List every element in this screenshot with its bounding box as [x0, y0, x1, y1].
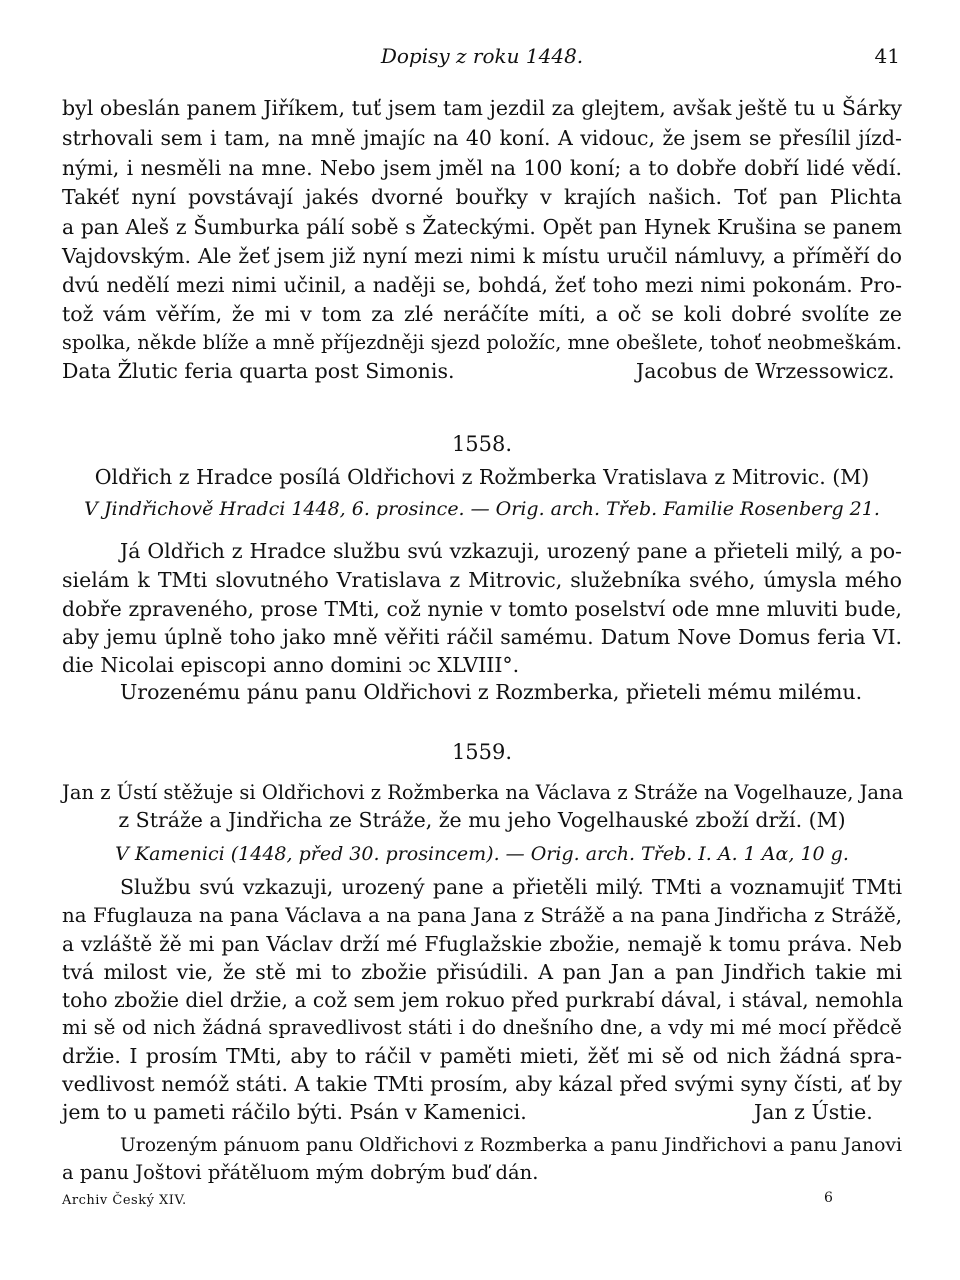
- text-line: na Ffuglauza na pana Václava a na pana Jana z Strážě a na pana Jindřicha z Strážě,: [62, 904, 902, 927]
- text-line: držie. I prosím TMti, aby to ráčil v paměti mieti, žěť mi sě od nich žádná spra-: [62, 1044, 902, 1068]
- text-line: tvá milost vie, že stě mi to zbožie přisúdili. A pan Jan a pan Jindřich takie mi: [62, 960, 902, 984]
- text-line: tož vám věřím, že mi v tom za zlé neráčíte míti, a oč se koli dobré svolíte ze: [62, 302, 902, 326]
- running-title: Dopisy z roku 1448.: [380, 44, 584, 68]
- document-source: V Jindřichově Hradci 1448, 6. prosince. — Orig. arch. Třeb. Familie Rosenberg 21.: [84, 498, 880, 520]
- closing-line: jem to u pameti ráčilo býti. Psán v Kamenici.: [62, 1100, 527, 1124]
- text-line: sielám k TMti slovutného Vratislava z Mitrovic, služebníka svého, úmysla mého: [62, 568, 902, 592]
- text-line: spolka, někde blíže a mně příjezdněji sjezd položíc, mne obešlete, tohoť neobmeškám.: [62, 331, 902, 354]
- text-line: byl obeslán panem Jiříkem, tuť jsem tam jezdil za glejtem, avšak ještě tu u Šárky: [62, 96, 902, 120]
- text-line: mi sě od nich žádná spravedlivost státi i do dnešního dne, a vdy mi mé mocí přědcě: [62, 1016, 902, 1039]
- address-line: Urozenému pánu panu Oldřichovi z Rozmberka, přieteli mému milému.: [120, 680, 863, 704]
- document-heading: Jan z Ústí stěžuje si Oldřichovi z Rožmberka na Václava z Stráže na Vogelhauze, Jana: [62, 781, 904, 804]
- document-heading: Oldřich z Hradce posílá Oldřichovi z Rožmberka Vratislava z Mitrovic. (M): [94, 465, 870, 489]
- sheet-number: 6: [824, 1190, 833, 1206]
- document-number: 1558.: [451, 432, 513, 456]
- address-line: a panu Joštovi přátěluom mým dobrým buď dán.: [62, 1161, 539, 1184]
- text-line: toho zbožie diel držie, a což sem jem rokuo před purkrabí dával, i stával, nemohla: [62, 988, 904, 1012]
- text-line: Takéť nyní povstávají jakés dvorné bouřky v krajích našich. Toť pan Plichta: [62, 185, 902, 209]
- document-number: 1559.: [451, 740, 513, 764]
- signature: Jacobus de Wrzessowicz.: [636, 359, 895, 383]
- text-line: nými, i nesměli na mne. Nebo jsem jměl na 100 koní; a to dobře dobří lidé vědí.: [62, 156, 902, 180]
- text-line: die Nicolai episcopi anno domini ↄc XLVIII°.: [62, 653, 520, 677]
- page-number: 41: [874, 44, 900, 68]
- text-line: vedlivost nemóž státi. A takie TMti prosím, aby kázal před svými syny čísti, ať by: [62, 1072, 902, 1096]
- document-heading: z Stráže a Jindřicha ze Stráže, že mu jeho Vogelhauské zboží drží. (M): [118, 808, 846, 832]
- text-line: a pan Aleš z Šumburka pálí sobě s Žateckými. Opět pan Hynek Krušina se panem: [62, 215, 902, 239]
- running-head: [62, 44, 902, 74]
- text-line: strhovali sem i tam, na mně jmajíc na 40 koní. A vidouc, že jsem se přesílil jízd-: [62, 126, 902, 150]
- signature: Jan z Ústie.: [754, 1100, 873, 1124]
- text-line: Službu svú vzkazuji, urozený pane a přietěli milý. TMti a voznamujiť TMti: [120, 875, 902, 899]
- text-line: Já Oldřich z Hradce službu svú vzkazuji, urozený pane a přieteli milý, a po-: [120, 539, 902, 563]
- signature-mark: Archiv Český XIV.: [62, 1193, 187, 1208]
- text-line: a vzláště žě mi pan Václav drží mé Ffuglažskie zbožie, nemajě k tomu práva. Neb: [62, 932, 902, 956]
- document-source: V Kamenici (1448, před 30. prosincem). — Orig. arch. Třeb. I. A. 1 Aα, 10 g.: [115, 843, 849, 865]
- text-line: dobře zpraveného, prose TMti, což nynie v tomto poselství ode mne mluviti bude,: [62, 597, 902, 621]
- text-line: dvú nedělí mezi nimi učinil, a naději se, bohdá, žeť toho mezi nimi pokonám. Pro-: [62, 273, 902, 297]
- text-line: Vajdovským. Ale žeť jsem již nyní mezi nimi k místu uručil námluvy, a příměří do: [62, 244, 902, 268]
- closing-line: Data Žlutic feria quarta post Simonis.: [62, 359, 455, 383]
- address-line: Urozeným pánuom panu Oldřichovi z Rozmberka a panu Jindřichovi a panu Janovi: [120, 1135, 902, 1156]
- text-line: aby jemu úplně toho jako mně věřiti ráčil samému. Datum Nove Domus feria VI.: [62, 625, 902, 649]
